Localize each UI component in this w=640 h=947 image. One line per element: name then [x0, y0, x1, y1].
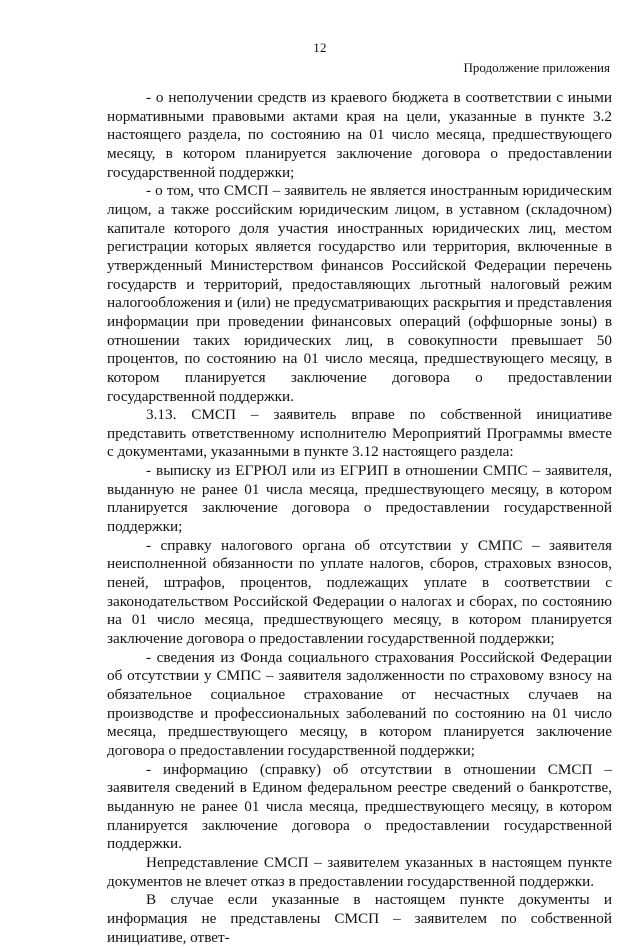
- paragraph-non-submission: Непредставление СМСП – заявителем указанных в настоящем пункте документов не влечет отказ в предоставлении государственной поддержки.: [107, 853, 612, 890]
- page-number: 12: [313, 40, 327, 55]
- paragraph-bankruptcy-register: - информацию (справку) об отсутствии в отношении СМСП – заявителя сведений в Едином федеральном реестре сведений о банкротстве, выданную не ранее 01 числа месяца, предшествующего месяцу, в котором планируется заключение договора о предоставлении государственной поддержки.: [107, 760, 612, 853]
- paragraph-egrul-extract: - выписку из ЕГРЮЛ или из ЕГРИП в отношении СМПС – заявителя, выданную не ранее 01 числа месяца, предшествующего месяцу, в котором планируется заключение договора о предоставлении государственной поддержки;: [107, 462, 612, 536]
- paragraph-tax-certificate: - справку налогового органа об отсутствии у СМПС – заявителя неисполненной обязанности по уплате налогов, сборов, страховых взносов, пеней, штрафов, процентов, подлежащих уплате в соответствии с законодательством Российской Федерации о налогах и сборах, по состоянию на 01 число месяца, предшествующего месяцу, в котором планируется заключение договора о предоставлении государственной поддержки;: [107, 536, 612, 648]
- paragraph-3-13: 3.13. СМСП – заявитель вправе по собственной инициативе представить ответственному исполнителю Мероприятий Программы вместе с документами, указанными в пункте 3.12 настоящего раздела:: [107, 406, 612, 461]
- document-body: [107, 89, 612, 947]
- paragraph-budget-funds: - о неполучении средств из краевого бюджета в соответствии с иными нормативными правовыми актами края на цели, указанные в пункте 3.2 настоящего раздела, по состоянию на 01 число месяца, предшествующего месяцу, в котором планируется заключение договора о предоставлении государственной поддержки;: [107, 89, 612, 181]
- header-note: Продолжение приложения: [463, 60, 610, 75]
- paragraph-social-insurance: - сведения из Фонда социального страхования Российской Федерации об отсутствии у СМПС – заявителя задолженности по страховому взносу на обязательное социальное страхование от несчастных случаев на производстве и профессиональных заболеваний по состоянию на 01 число месяца, предшествующего месяцу, в котором планируется заключение договора о предоставлении государственной поддержки;: [107, 648, 612, 759]
- paragraph-foreign-entity: - о том, что СМСП – заявитель не является иностранным юридическим лицом, а также российским юридическим лицом, в уставном (складочном) капитале которого доля участия иностранных юридических лиц, местом регистрации которых является государство или территория, включенные в утвержденный Министерством финансов Российской Федерации перечень государств и территорий, предоставляющих льготный налоговый режим налогообложения и (или) не предусматривающих раскрытия и представления информации при проведении финансовых операций (оффшорные зоны) в отношении таких юридических лиц, в совокупности превышает 50 процентов, по состоянию на 01 число месяца, предшествующего месяцу, в котором планируется заключение договора о предоставлении государственной поддержки.: [107, 182, 612, 405]
- paragraph-not-submitted-case: В случае если указанные в настоящем пункте документы и информация не представлены СМСП – заявителем по собственной инициативе, ответ-: [107, 891, 612, 946]
